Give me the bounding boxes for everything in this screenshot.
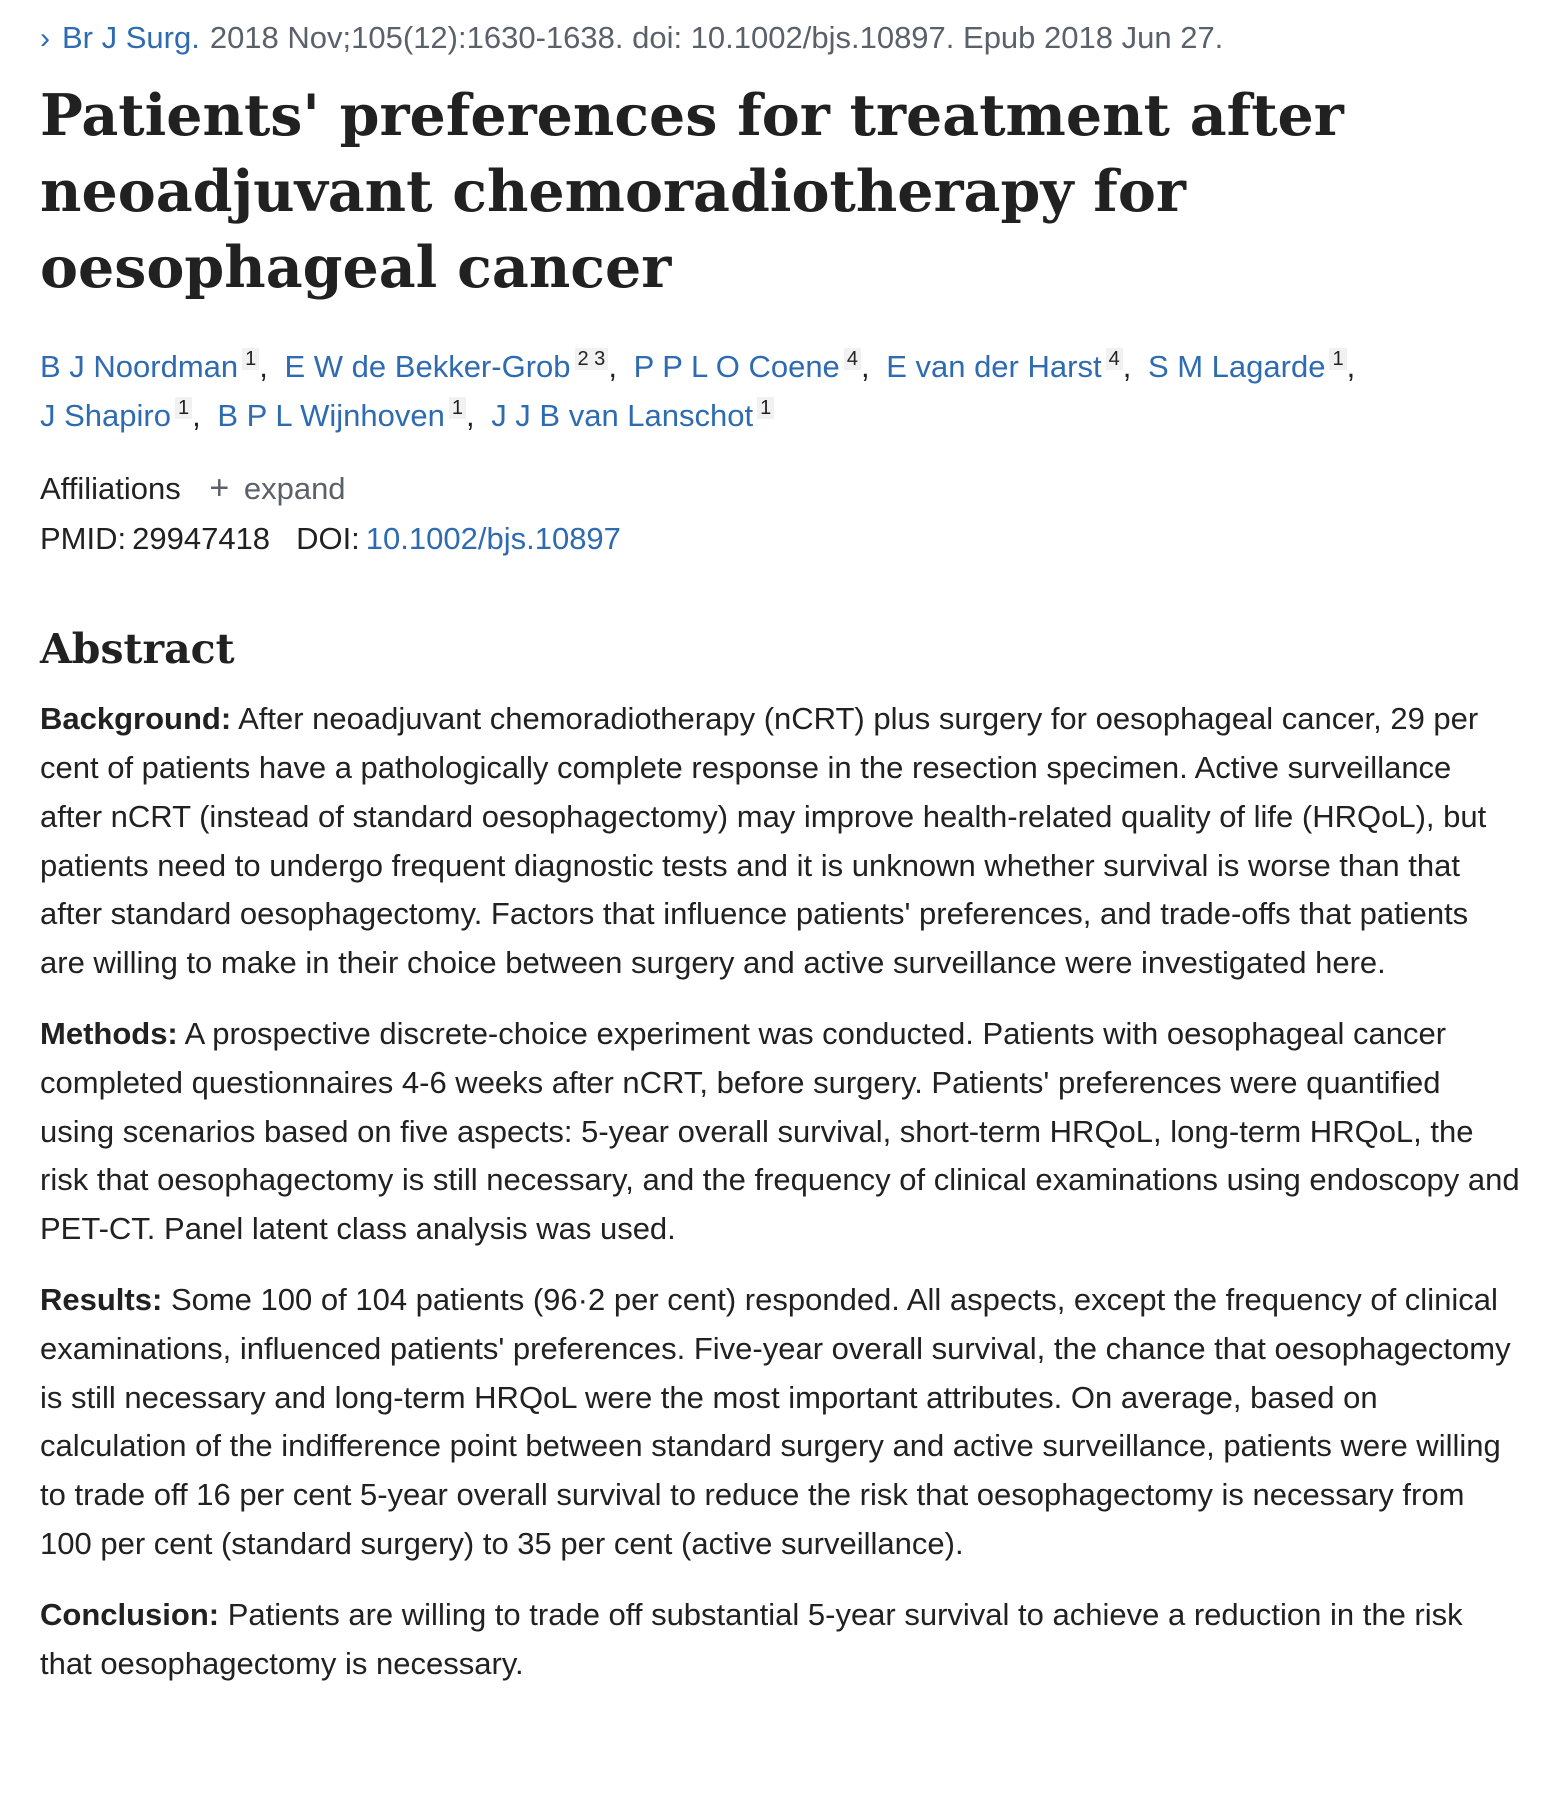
author-item: E W de Bekker-Grob $^{2 3}$, [284, 348, 617, 385]
author-item [491, 398, 774, 433]
abstract-conclusion [40, 1591, 1520, 1689]
author-link[interactable]: B P L Wijnhoven [217, 398, 445, 434]
pmid-value: 29947418 [132, 521, 271, 557]
doi-link[interactable]: 10.1002/bjs.10897 [365, 521, 621, 557]
identifiers [40, 513, 1508, 565]
author-item: J Shapiro $^1$, [40, 397, 201, 434]
affiliation-ref[interactable]: 1 [1329, 348, 1346, 370]
expand-button[interactable]: expand [243, 471, 346, 507]
author-item: P P L O Coene $^4$, [633, 348, 870, 385]
author-item: B J Noordman $^1$, [40, 348, 268, 385]
author-item: E van der Harst $^4$, [886, 348, 1132, 385]
article-title: Patients' preferences for treatment after neoadjuvant chemoradiotherapy for oesophageal cancer [40, 82, 1344, 302]
section-label: Conclusion: [40, 1596, 220, 1632]
affiliation-ref[interactable]: 1 [175, 397, 192, 419]
journal-link[interactable]: Br J Surg. [62, 20, 200, 55]
author-link[interactable]: P P L O Coene [633, 349, 840, 385]
affiliation-ref[interactable]: 1 [757, 397, 774, 419]
chevron-right-icon[interactable]: › [40, 21, 50, 55]
author-link[interactable]: E W de Bekker-Grob [284, 349, 571, 385]
section-label: Background: [40, 701, 232, 737]
affiliation-ref[interactable]: 4 [1106, 348, 1123, 370]
author-item: B P L Wijnhoven $^1$, [217, 397, 475, 434]
author-link[interactable]: E van der Harst [886, 349, 1102, 385]
section-label: Results: [40, 1282, 163, 1318]
section-label: Methods: [40, 1016, 178, 1052]
authors-list [40, 342, 1508, 440]
abstract-results [40, 1276, 1520, 1569]
doi-label: DOI: [296, 521, 360, 557]
section-text: A prospective discrete-choice experiment was conducted. Patients with oesophageal cancer completed questionnaires 4-6 weeks after nCRT, before surgery. Patients' preferences were quantified using scenarios based on five aspects: 5-year overall survival, short-term HRQoL, long-term HRQoL, the risk that oesophagectomy is still necessary, and the frequency of clinical examinations using endoscopy and PET-CT. Panel latent class analysis was used. [40, 1016, 1520, 1247]
affiliation-ref[interactable]: 1 [449, 397, 466, 419]
abstract-methods [40, 1010, 1520, 1254]
affiliation-ref[interactable]: 4 [844, 348, 861, 370]
affiliations-label: Affiliations [40, 471, 181, 507]
author-link[interactable]: S M Lagarde [1147, 349, 1326, 385]
author-item: S M Lagarde $^1$, [1147, 348, 1356, 385]
author-link[interactable]: J Shapiro [40, 398, 171, 434]
section-text: After neoadjuvant chemoradiotherapy (nCRT) plus surgery for oesophageal cancer, 29 per cent of patients have a pathologically complete response in the resection specimen. Active surveillance after nCRT (instead of standard oesophagectomy) may improve health-related quality of life (HRQoL), but patients need to undergo frequent diagnostic tests and it is unknown whether survival is worse than that after standard oesophagectomy. Factors that influence patients' preferences, and trade-offs that patients are willing to make in their choice between surgery and active surveillance were investigated here. [40, 701, 1487, 981]
affiliation-ref[interactable]: 1 [242, 348, 259, 370]
author-link[interactable]: B J Noordman [40, 349, 239, 385]
abstract-section [40, 625, 1520, 1688]
pmid-label: PMID: [40, 521, 127, 557]
section-text: Patients are willing to trade off substantial 5-year survival to achieve a reduction in the risk that oesophagectomy is necessary. [40, 1596, 1463, 1681]
citation-details: 2018 Nov;105(12):1630-1638. doi: 10.1002/bjs.10897. Epub 2018 Jun 27. [209, 20, 1224, 55]
affiliation-ref[interactable]: 2 3 [575, 348, 609, 370]
abstract-background [40, 695, 1520, 988]
section-text: Some 100 of 104 patients (96·2 per cent) responded. All aspects, except the frequency of clinical examinations, influenced patients' preferences. Five-year overall survival, the chance that oesophagectomy is still necessary and long-term HRQoL were the most important attributes. On average, based on calculation of the indifference point between standard surgery and active surveillance, patients were willing to trade off 16 per cent 5-year overall survival to reduce the risk that oesophagectomy is necessary from 100 per cent (standard surgery) to 35 per cent (active surveillance). [40, 1282, 1511, 1562]
author-link[interactable]: J J B van Lanschot [491, 398, 754, 434]
abstract-heading: Abstract [40, 625, 235, 674]
affiliations-toggle[interactable] [40, 464, 1508, 513]
plus-icon[interactable]: + [209, 469, 230, 508]
citation-line [40, 18, 1508, 58]
